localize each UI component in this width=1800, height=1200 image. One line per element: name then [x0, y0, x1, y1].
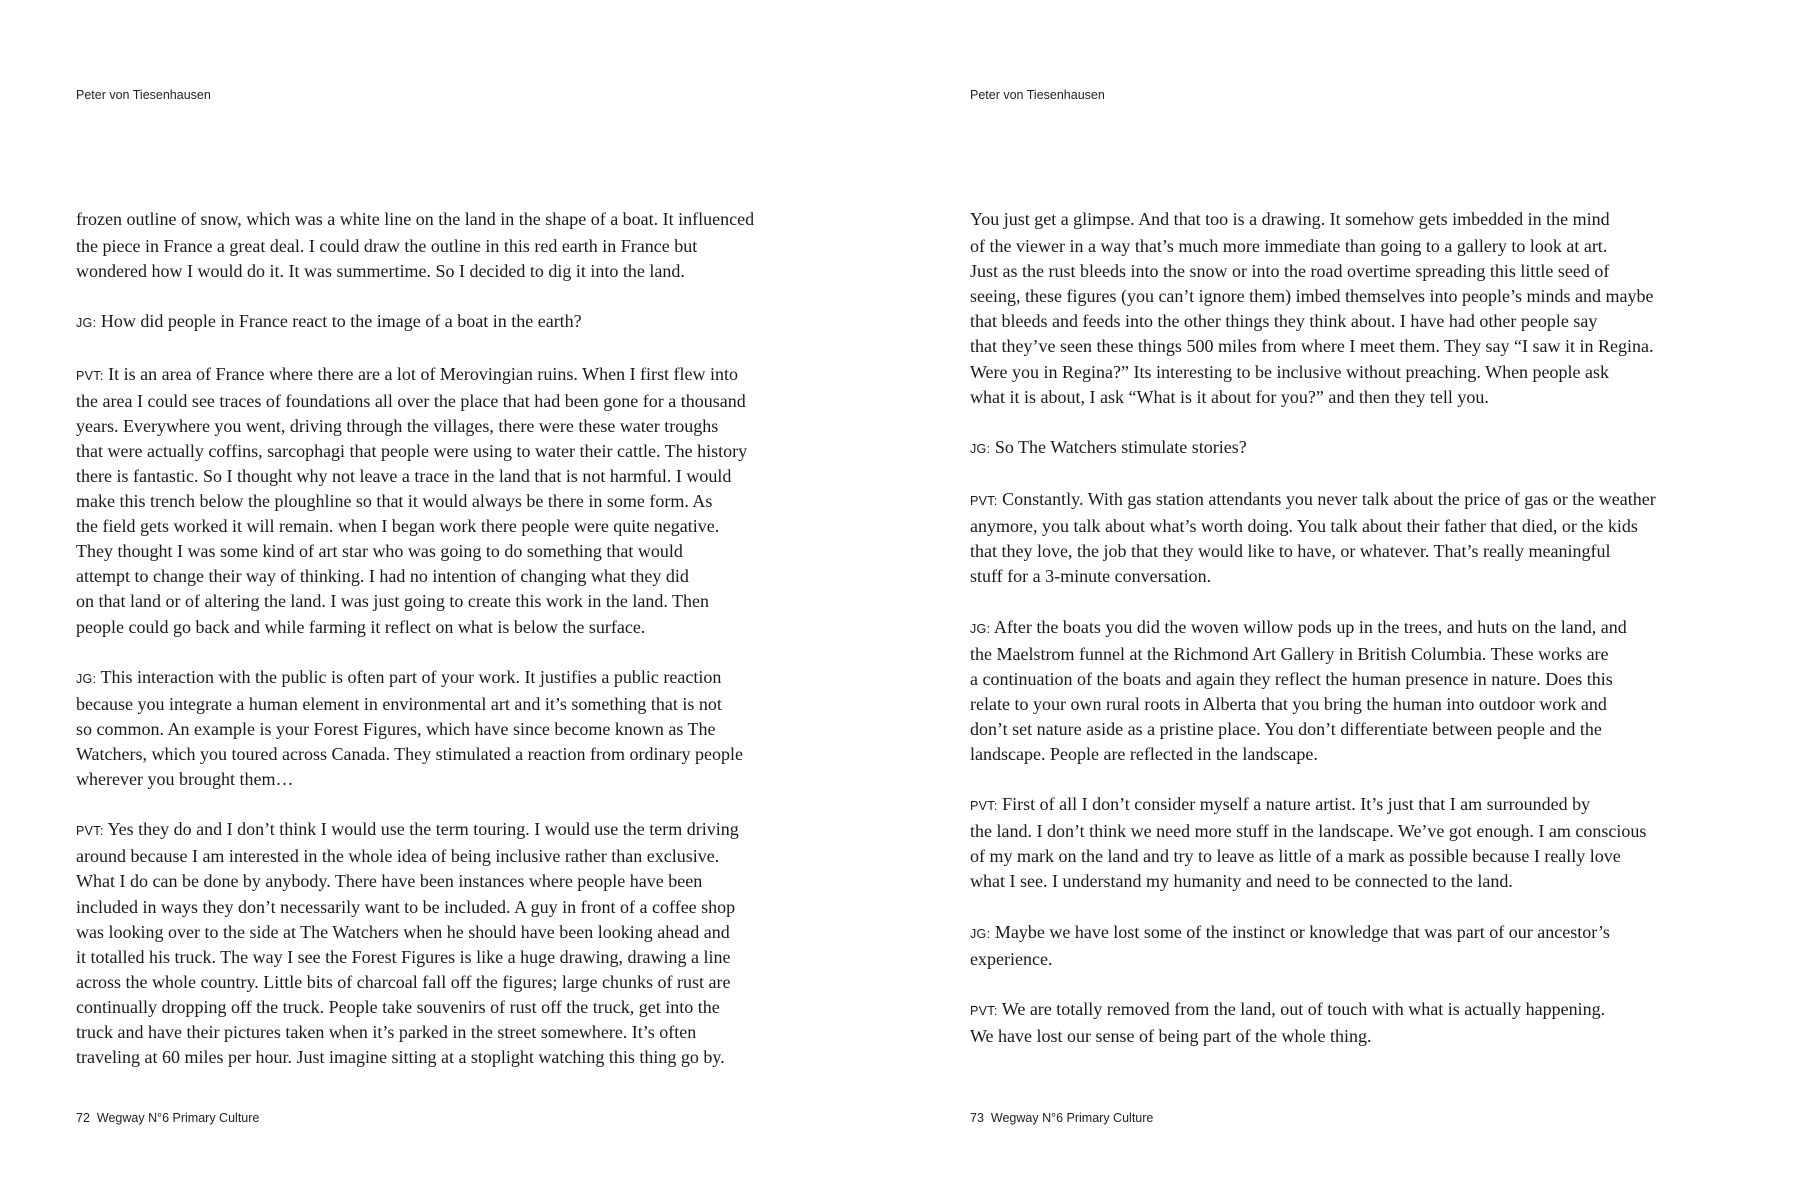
- speaker-label: JG:: [76, 316, 97, 331]
- running-head: Peter von Tiesenhausen: [970, 88, 1105, 102]
- speaker-label: JG:: [970, 926, 991, 941]
- page-footer: [970, 1111, 1153, 1125]
- body-text: [76, 207, 828, 1095]
- paragraph-text: This interaction with the public is often part of your work. It justifies a public reaction because you integrate a human element in environmental art and it’s something that is not so common. An example is your Forest Figures, which have since become known as The Watchers, which you toured across Canada. They stimulated a reaction from ordinary people wherever you brought them…: [76, 666, 743, 790]
- body-text: [970, 207, 1722, 1074]
- page-number: 73: [970, 1111, 984, 1125]
- paragraph-text: So The Watchers stimulate stories?: [990, 436, 1247, 457]
- paragraph: [76, 309, 828, 336]
- paragraph-text: We are totally removed from the land, out of touch with what is actually happening. We have lost our sense of being part of the whole thing.: [970, 998, 1606, 1046]
- speaker-label: JG:: [76, 671, 97, 686]
- paragraph: [76, 207, 828, 284]
- paragraph-text: Maybe we have lost some of the instinct or knowledge that was part of our ancestor’s experience.: [970, 921, 1610, 969]
- paragraph: [970, 435, 1722, 462]
- paragraph-text: How did people in France react to the image of a boat in the earth?: [96, 311, 582, 332]
- speaker-label: PVT:: [970, 1003, 998, 1018]
- speaker-label: PVT:: [970, 494, 998, 509]
- paragraph: [970, 920, 1722, 972]
- paragraph: [970, 997, 1722, 1049]
- paragraph: [76, 817, 828, 1070]
- paragraph: [970, 487, 1722, 589]
- paragraph: [970, 615, 1722, 768]
- paragraph-text: It is an area of France where there are a lot of Merovingian ruins. When I first flew into the area I could see traces of foundations all over the place that had been gone for a thousand years. Everywhere you went, driving through the villages, there were these water troughs that were actually coffins, sarcophagi that people were using to water their cattle. The history there is fantastic. So I thought why not leave a trace in the land that is not harmful. I would make this trench below the ploughline so that it would always be there in some form. As the field gets worked it will remain. when I began work there people were quite negative. They thought I was some kind of art star who was going to do something that would attempt to change their way of thinking. I had no intention of changing what they did on that land or of altering the land. I was just going to create this work in the land. Then people could go back and while farming it reflect on what is below the surface.: [76, 363, 748, 637]
- paragraph: [970, 792, 1722, 894]
- speaker-label: PVT:: [970, 799, 998, 814]
- speaker-label: JG:: [970, 441, 991, 456]
- page-number: 72: [76, 1111, 90, 1125]
- paragraph-text: Yes they do and I don’t think I would use the term touring. I would use the term driving around because I am interested in the whole idea of being inclusive rather than exclusive. What I do can be done by anybody. There have been instances where people have been included in ways they don’t necessarily want to be included. A guy in front of a coffee shop was looking over to the side at The Watchers when he should have been looking ahead and it totalled his truck. The way I see the Forest Figures is like a huge drawing, drawing a line across the whole country. Little bits of charcoal fall off the figures; large chunks of rust are continually dropping off the truck. People take souvenirs of rust off the truck, get into the truck and have their pictures taken when it’s parked in the street somewhere. It’s often traveling at 60 miles per hour. Just imagine sitting at a stoplight watching this thing go by.: [76, 819, 739, 1068]
- running-head: Peter von Tiesenhausen: [76, 88, 211, 102]
- right-page: [900, 0, 1800, 1200]
- publication-title: Wegway N°6 Primary Culture: [96, 1111, 260, 1125]
- speaker-label: JG:: [970, 621, 991, 636]
- publication-title: Wegway N°6 Primary Culture: [990, 1111, 1154, 1125]
- speaker-label: PVT:: [76, 824, 104, 839]
- paragraph-text: After the boats you did the woven willow pods up in the trees, and huts on the land, and the Maelstrom funnel at the Richmond Art Gallery in British Columbia. These works are a continuation of the boats and again they reflect the human presence in nature. Does this relate to your own rural roots in Alberta that you bring the human into outdoor work and don’t set nature aside as a pristine place. You don’t differentiate between people and the landscape. People are reflected in the landscape.: [970, 616, 1627, 764]
- paragraph: [76, 665, 828, 792]
- paragraph-text: frozen outline of snow, which was a white line on the land in the shape of a boat. It influenced the piece in France a great deal. I could draw the outline in this red earth in France but wondered how I would do it. It was summertime. So I decided to dig it into the land.: [76, 209, 755, 282]
- speaker-label: PVT:: [76, 368, 104, 383]
- paragraph-text: First of all I don’t consider myself a nature artist. It’s just that I am surrounded by the land. I don’t think we need more stuff in the landscape. We’ve got enough. I am conscious of my mark on the land and try to leave as little of a mark as possible because I really love what I see. I understand my humanity and need to be connected to the land.: [970, 794, 1647, 892]
- paragraph-text: You just get a glimpse. And that too is a drawing. It somehow gets imbedded in the mind of the viewer in a way that’s much more immediate than going to a gallery to look at art. Just as the rust bleeds into the snow or into the road overtime spreading this little seed of seeing, these figures (you can’t ignore them) imbed themselves into people’s minds and maybe that bleeds and feeds into the other things they think about. I have had other people say that they’ve seen these things 500 miles from where I meet them. They say “I saw it in Regina. Were you in Regina?” Its interesting to be inclusive without preaching. When people ask what it is about, I ask “What is it about for you?” and then they tell you.: [970, 209, 1654, 407]
- paragraph-text: Constantly. With gas station attendants you never talk about the price of gas or the weather anymore, you talk about what’s worth doing. You talk about their father that died, or the kids that they love, the job that they would like to have, or whatever. That’s really meaningful stuff for a 3-minute conversation.: [970, 489, 1656, 587]
- page-footer: [76, 1111, 259, 1125]
- paragraph: [970, 207, 1722, 410]
- paragraph: [76, 362, 828, 640]
